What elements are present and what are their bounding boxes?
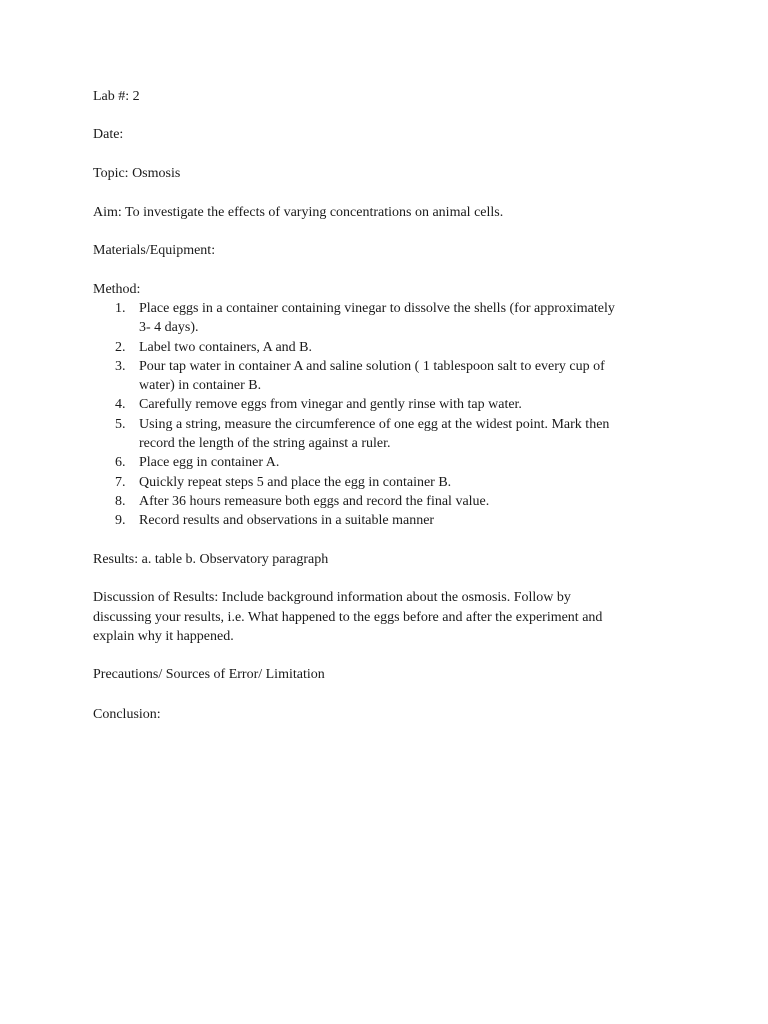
step-text-line: After 36 hours remeasure both eggs and record the final value. xyxy=(139,493,490,509)
step-number: 3. xyxy=(115,358,126,374)
lab-number: Lab #: 2 xyxy=(93,89,140,104)
step-text-line: Quickly repeat steps 5 and place the egg in container B. xyxy=(139,474,452,490)
step-number: 1. xyxy=(115,301,126,316)
method-step xyxy=(93,492,673,511)
step-text-line: record the length of the string against a ruler. xyxy=(139,436,391,452)
method-step xyxy=(93,415,673,454)
step-number: 2. xyxy=(115,339,126,355)
discussion-line: explain why it happened. xyxy=(93,629,234,644)
step-text-line: Place eggs in a container containing vinegar to dissolve the shells (for approximately xyxy=(139,301,615,316)
step-number: 8. xyxy=(115,493,126,509)
method-step xyxy=(93,357,673,396)
method-heading: Method: xyxy=(93,282,141,297)
method-step xyxy=(93,453,673,472)
discussion-line: discussing your results, i.e. What happened to the eggs before and after the experiment and xyxy=(93,609,603,625)
materials-heading: Materials/Equipment: xyxy=(93,243,216,258)
step-text-line: Record results and observations in a suitable manner xyxy=(139,513,435,529)
step-number: 6. xyxy=(115,455,126,471)
method-step xyxy=(93,338,673,357)
step-number: 7. xyxy=(115,474,126,490)
method-steps-list xyxy=(93,299,673,531)
step-text-line: Label two containers, A and B. xyxy=(139,339,313,355)
step-text-line: Using a string, measure the circumference of one egg at the widest point. Mark then xyxy=(139,416,610,432)
step-number: 5. xyxy=(115,416,126,432)
date-label: Date: xyxy=(93,127,124,142)
step-text-line: Carefully remove eggs from vinegar and gently rinse with tap water. xyxy=(139,397,522,413)
topic-line: Topic: Osmosis xyxy=(93,166,181,181)
discussion-paragraph xyxy=(93,588,673,647)
method-step xyxy=(93,473,673,492)
step-text-line: 3- 4 days). xyxy=(139,320,199,336)
method-step xyxy=(93,395,673,414)
discussion-line: Discussion of Results: Include background information about the osmosis. Follow by xyxy=(93,590,571,605)
method-step xyxy=(93,299,673,338)
step-number: 9. xyxy=(115,513,126,529)
step-text-line: Place egg in container A. xyxy=(139,455,280,471)
precautions-heading: Precautions/ Sources of Error/ Limitation xyxy=(93,667,325,682)
step-text-line: water) in container B. xyxy=(139,378,262,394)
step-number: 4. xyxy=(115,397,126,413)
step-text-line: Pour tap water in container A and saline solution ( 1 tablespoon salt to every cup of xyxy=(139,358,605,374)
method-step xyxy=(93,511,673,530)
conclusion-heading: Conclusion: xyxy=(93,707,161,722)
results-line: Results: a. table b. Observatory paragraph xyxy=(93,552,329,567)
aim-line: Aim: To investigate the effects of varying concentrations on animal cells. xyxy=(93,205,504,220)
